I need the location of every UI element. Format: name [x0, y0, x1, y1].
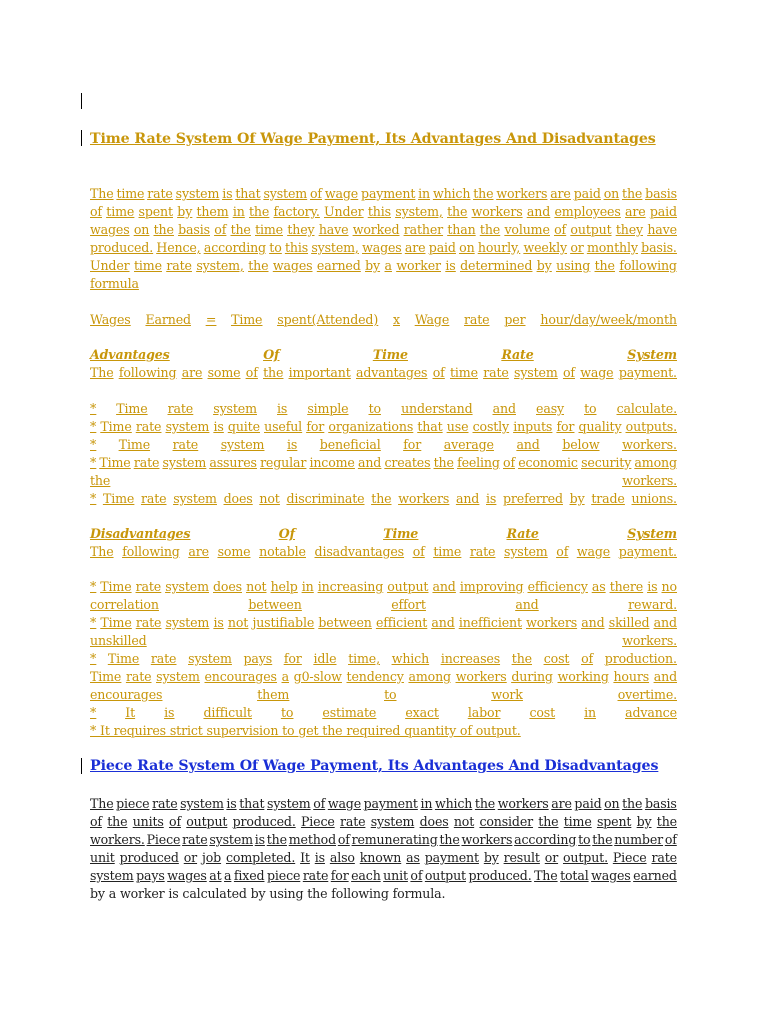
- body-line: unit produced or job completed. It is also known as payment by result or output. Piece rate: [90, 850, 677, 865]
- disadvantage-item: encourages them to work overtime.: [90, 687, 677, 702]
- disadvantage-item: unskilled workers.: [90, 633, 677, 648]
- text-cursor: [81, 93, 82, 109]
- disadvantages-block: [90, 525, 677, 561]
- intro-line: of time spent by them in the factory. Under this system, the workers and employees are paid: [90, 204, 677, 219]
- disadvantages-intro: The following are some notable disadvantages of time rate system of wage payment.: [90, 544, 677, 559]
- section2-body: [90, 795, 677, 903]
- disadvantages-list: [90, 578, 677, 740]
- intro-line: wages on the basis of the time they have worked rather than the volume of output they have: [90, 222, 677, 237]
- advantages-intro: The following are some of the important advantages of time rate system of wage payment.: [90, 365, 677, 380]
- text-cursor: [81, 758, 82, 774]
- advantage-item: * Time rate system is quite useful for organizations that use costly inputs for quality outputs.: [90, 419, 677, 434]
- advantages-block: [90, 346, 677, 382]
- advantage-item: * Time rate system is simple to understand and easy to calculate.: [90, 401, 677, 416]
- formula-line: Wages Earned = Time spent(Attended) x Wage rate per hour/day/week/month: [90, 312, 677, 327]
- body-line: The piece rate system is that system of wage payment in which the workers are paid on the basis: [90, 796, 677, 811]
- section2-title[interactable]: Piece Rate System Of Wage Payment, Its Advantages And Disadvantages: [90, 758, 659, 774]
- advantage-item: * Time rate system assures regular income and creates the feeling of economic security among: [90, 455, 677, 470]
- disadvantages-heading: Disadvantages Of Time Rate System: [90, 526, 677, 541]
- advantage-item: * Time rate system is beneficial for average and below workers.: [90, 437, 677, 452]
- section1-intro: [90, 185, 677, 293]
- intro-line: formula: [90, 276, 139, 291]
- disadvantage-item: * Time rate system pays for idle time, which increases the cost of production.: [90, 651, 677, 666]
- body-line: by a worker is calculated by using the following formula.: [90, 886, 446, 901]
- body-line: workers. Piece rate system is the method of remunerating the workers according to the number of: [90, 832, 677, 847]
- disadvantage-item: * It is difficult to estimate exact labor cost in advance: [90, 705, 677, 720]
- advantages-list: [90, 400, 677, 508]
- advantage-item: the workers.: [90, 473, 677, 488]
- disadvantage-item: Time rate system encourages a g0-slow tendency among workers during working hours and: [90, 669, 677, 684]
- body-line: system pays wages at a fixed piece rate for each unit of output produced. The total wages earned: [90, 868, 677, 883]
- advantages-heading: Advantages Of Time Rate System: [90, 347, 677, 362]
- text-cursor: [81, 130, 82, 146]
- disadvantage-item: correlation between effort and reward.: [90, 597, 677, 612]
- disadvantage-item: * Time rate system is not justifiable between efficient and inefficient workers and skilled and: [90, 615, 677, 630]
- disadvantage-item: * It requires strict supervision to get the required quantity of output.: [90, 723, 521, 738]
- disadvantage-item: * Time rate system does not help in increasing output and improving efficiency as there is no: [90, 579, 677, 594]
- body-line: of the units of output produced. Piece rate system does not consider the time spent by the: [90, 814, 677, 829]
- section1-title[interactable]: Time Rate System Of Wage Payment, Its Advantages And Disadvantages: [90, 131, 656, 147]
- advantage-item: * Time rate system does not discriminate the workers and is preferred by trade unions.: [90, 491, 677, 506]
- intro-line: The time rate system is that system of wage payment in which the workers are paid on the basis: [90, 186, 677, 201]
- intro-line: Under time rate system, the wages earned by a worker is determined by using the following: [90, 258, 677, 273]
- intro-line: produced. Hence, according to this system, wages are paid on hourly, weekly or monthly basis.: [90, 240, 677, 255]
